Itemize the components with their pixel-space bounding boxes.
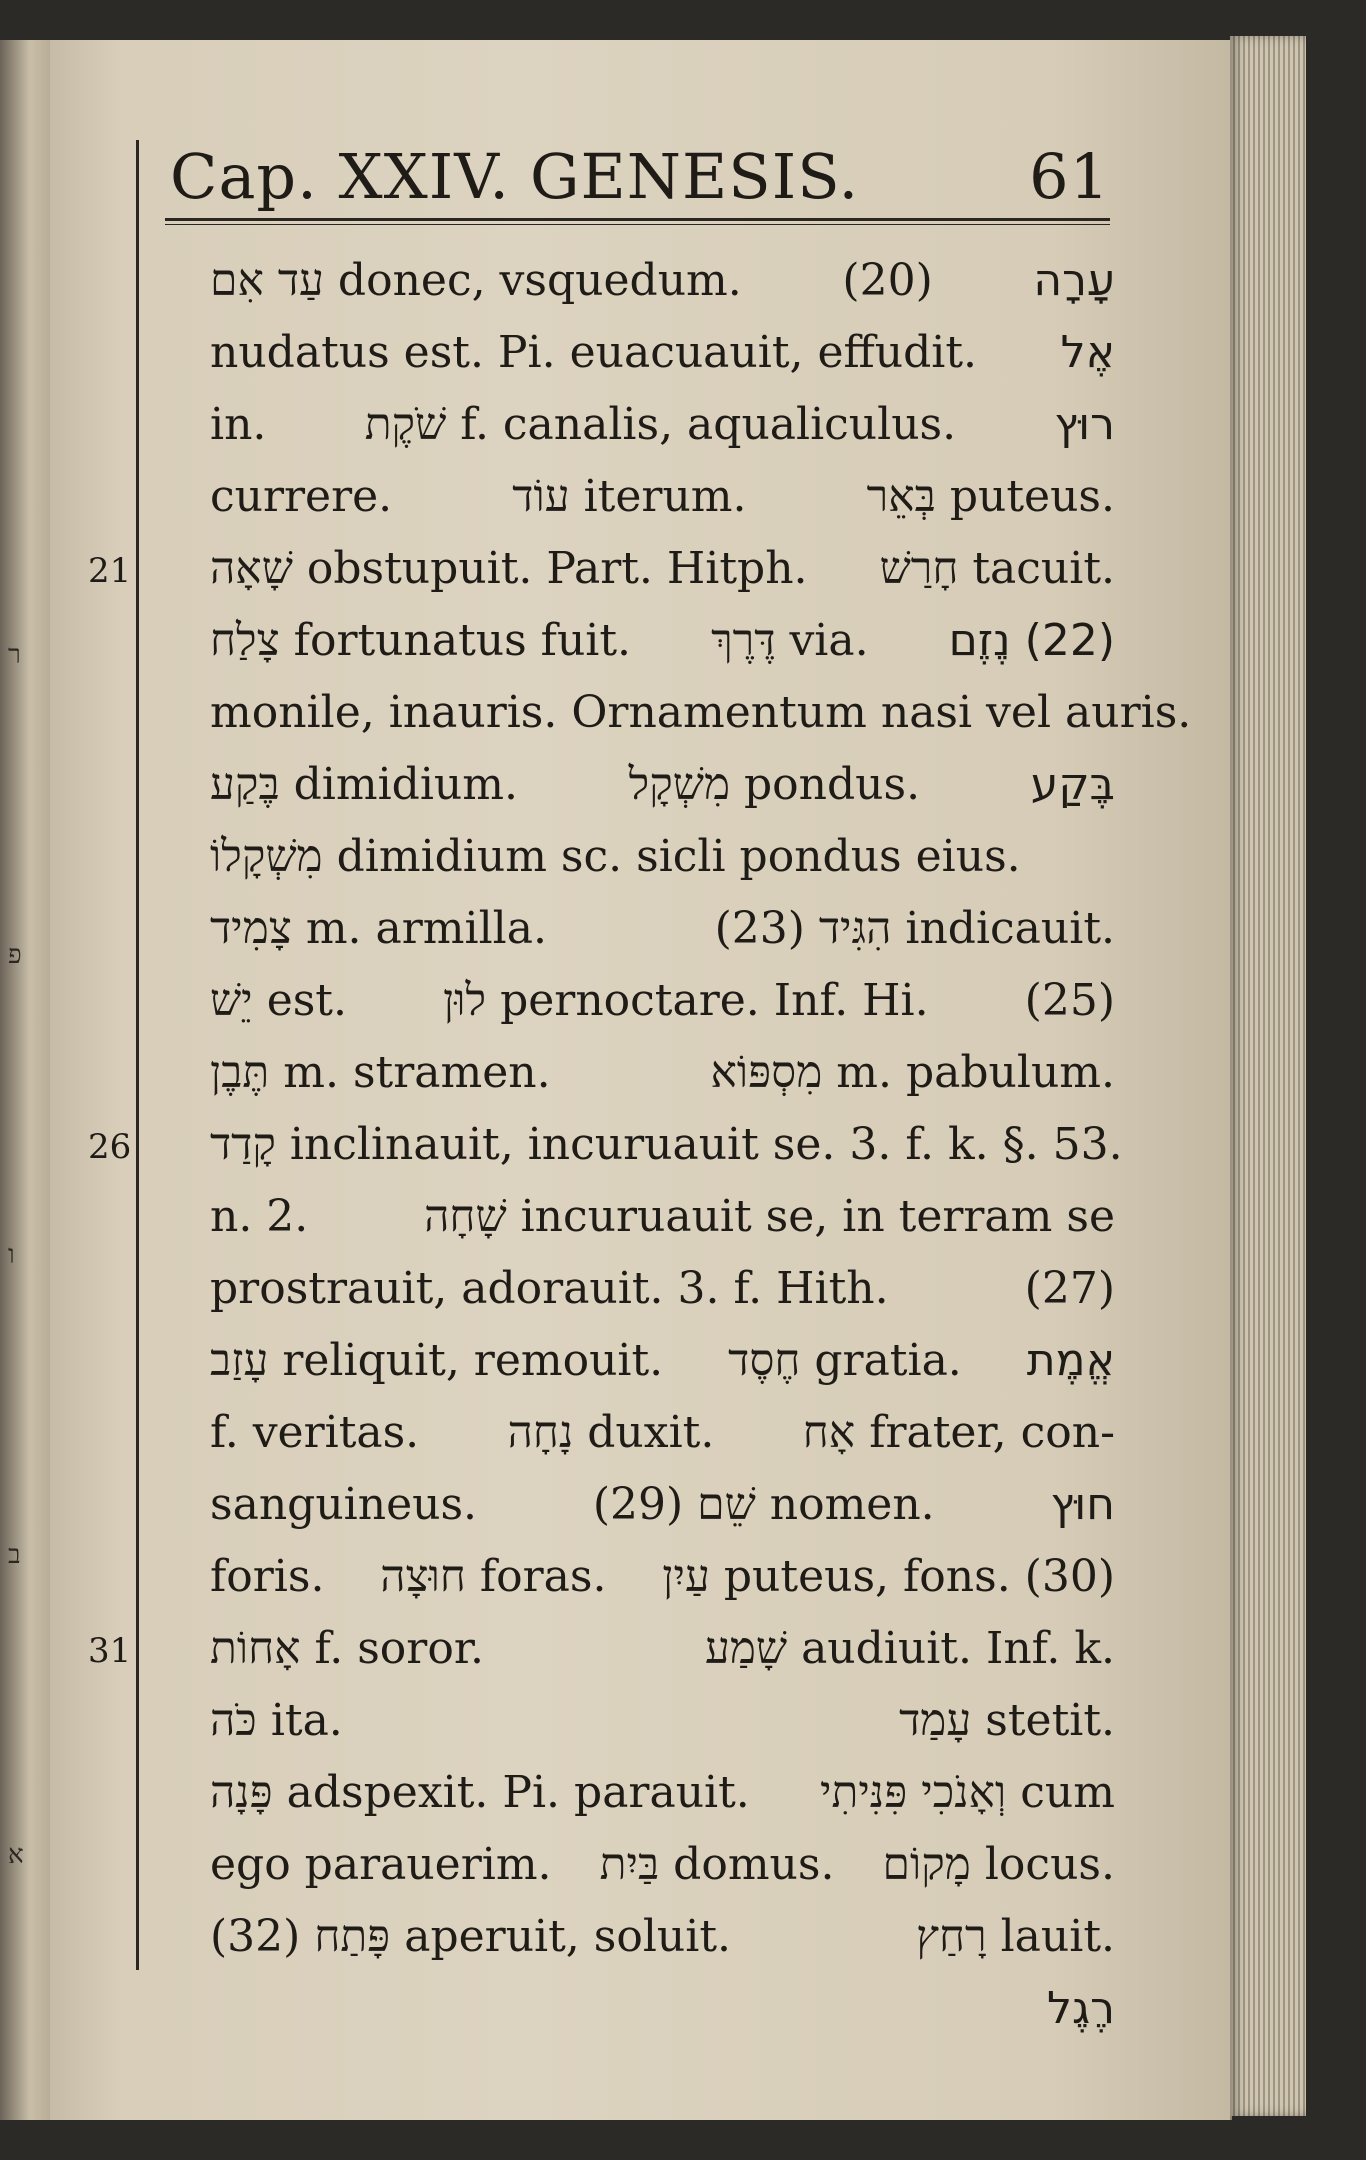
text-segment: בַּיִת domus.: [599, 1839, 835, 1890]
text-line: [210, 605, 1115, 677]
text-segment: אָח frater, con-: [802, 1407, 1115, 1458]
text-segment: nudatus est. Pi. euacuauit, effudit.: [210, 327, 978, 378]
text-segment: (27): [1024, 1263, 1115, 1314]
text-segment: מִסְפּוֹא m. pabulum.: [710, 1047, 1115, 1098]
text-segment: שָׁמַע audiuit. Inf. k.: [704, 1623, 1115, 1674]
text-segment: בְּאֵר puteus.: [866, 471, 1115, 522]
text-line: [210, 389, 1115, 461]
text-segment: sanguineus.: [210, 1479, 478, 1530]
text-segment: דֶּרֶךְ via.: [711, 615, 869, 666]
text-segment: n. 2.: [210, 1191, 309, 1242]
page-edges: [1230, 36, 1306, 2116]
text-segment: אָחוֹת f. soror.: [210, 1623, 485, 1674]
text-line: [210, 317, 1115, 389]
hebrew-word: חוּץ: [1050, 1479, 1115, 1530]
text-segment: in.: [210, 399, 267, 450]
text-segment: רָחַץ lauit.: [916, 1911, 1115, 1962]
text-segment: (32) פָּתַח aperuit, soluit.: [210, 1911, 731, 1962]
text-segment: מִשְׁקָל pondus.: [628, 759, 921, 810]
text-segment: עָמַד stetit.: [899, 1695, 1115, 1746]
chapter-label: Cap. XXIV.: [170, 140, 510, 213]
verse-number: 26: [88, 1127, 132, 1167]
text-line: [210, 677, 1192, 749]
text-line: [210, 1037, 1115, 1109]
text-line: [210, 1325, 1115, 1397]
text-line: [210, 245, 1115, 317]
margin-rule: [136, 140, 139, 1970]
text-segment: (23) הִגִּיד indicauit.: [714, 903, 1115, 954]
text-segment: עָזַב reliquit, remouit.: [210, 1335, 664, 1386]
text-line: [210, 1973, 1115, 2045]
text-segment: צָמִיד m. armilla.: [210, 903, 547, 954]
text-body: [210, 245, 1192, 2045]
text-segment: יֵשׁ est.: [210, 975, 347, 1026]
text-line: [210, 1613, 1115, 1685]
margin-mark: ו: [8, 1240, 15, 1270]
margin-mark: א: [8, 1840, 24, 1870]
hebrew-word: עָרָה: [1033, 255, 1115, 306]
text-segment: ego parauerim.: [210, 1839, 552, 1890]
text-line: [210, 1109, 1123, 1181]
text-segment: חָרַשׁ tacuit.: [879, 543, 1115, 594]
text-segment: לוּן pernoctare. Inf. Hi.: [443, 975, 929, 1026]
text-line: [210, 1829, 1115, 1901]
text-segment: foris.: [210, 1551, 325, 1602]
text-line: [210, 1469, 1115, 1541]
text-segment: נָחָה duxit.: [507, 1407, 715, 1458]
text-line: [210, 965, 1115, 1037]
text-segment: מָקוֹם locus.: [882, 1839, 1115, 1890]
hebrew-word: רֶגֶל: [1047, 1983, 1115, 2034]
text-segment: currere.: [210, 471, 393, 522]
text-segment: (20): [842, 255, 933, 306]
text-segment: שֹׁקֶת f. canalis, aqualiculus.: [364, 399, 957, 450]
text-segment: מִשְׁקָלוֹ dimidium sc. sicli pondus eius.: [210, 831, 1021, 882]
text-segment: (25): [1024, 975, 1115, 1026]
text-line: [210, 1541, 1115, 1613]
text-segment: עוֹד iterum.: [512, 471, 747, 522]
hebrew-word: בֶּקַע: [1030, 759, 1115, 810]
text-line: [210, 1757, 1115, 1829]
verse-number: 31: [88, 1631, 132, 1671]
hebrew-word: אֶל: [1060, 327, 1115, 378]
text-segment: prostrauit, adorauit. 3. f. Hith.: [210, 1263, 889, 1314]
margin-mark: ר: [8, 640, 21, 670]
margin-mark: פ: [8, 940, 22, 970]
text-line: [210, 1901, 1115, 1973]
text-line: [210, 1685, 1115, 1757]
text-line: [210, 821, 1115, 893]
text-segment: וְאָנֹכִי פִּנִּיתִי cum: [820, 1767, 1115, 1818]
text-segment: monile, inauris. Ornamentum nasi vel auris.: [210, 687, 1192, 738]
text-segment: פָּנָה adspexit. Pi. parauit.: [210, 1767, 750, 1818]
text-segment: שָׁאָה obstupuit. Part. Hitph.: [210, 543, 808, 594]
text-segment: בֶּקַע dimidium.: [210, 759, 518, 810]
text-segment: f. veritas.: [210, 1407, 420, 1458]
text-line: [210, 749, 1115, 821]
text-segment: עַד אִם donec, vsquedum.: [210, 255, 742, 306]
hebrew-word: (22) נֶזֶם: [948, 615, 1115, 666]
text-line: [210, 533, 1115, 605]
text-segment: צָלַח fortunatus fuit.: [210, 615, 632, 666]
text-segment: שָׁחָה incuruauit se, in terram se: [424, 1191, 1115, 1242]
text-segment: כֹּה ita.: [210, 1695, 343, 1746]
page-number: 61: [1029, 140, 1110, 213]
text-segment: חֶסֶד gratia.: [728, 1335, 962, 1386]
facing-page-marks: [8, 40, 48, 2120]
text-line: [210, 461, 1115, 533]
margin-mark: ב: [8, 1540, 21, 1570]
hebrew-word: אֱמֶת: [1026, 1335, 1115, 1386]
text-line: [210, 1397, 1115, 1469]
text-segment: עַיִן puteus, fons. (30): [662, 1551, 1115, 1602]
text-segment: תֶּבֶן m. stramen.: [210, 1047, 551, 1098]
text-segment: קָדַד inclinauit, incuruauit se. 3. f. k. §. 53.: [210, 1119, 1123, 1170]
running-header: [170, 140, 1110, 220]
book-title: GENESIS.: [530, 140, 860, 213]
facing-page-edge: [0, 40, 50, 2120]
text-segment: חוּצָה foras.: [380, 1551, 607, 1602]
header-rule-thin: [165, 224, 1110, 225]
hebrew-word: רוּץ: [1054, 399, 1115, 450]
text-segment: (29) שֵׁם nomen.: [592, 1479, 935, 1530]
text-line: [210, 1181, 1115, 1253]
verse-number: 21: [88, 551, 132, 591]
header-rule: [165, 218, 1110, 221]
text-line: [210, 1253, 1115, 1325]
text-line: [210, 893, 1115, 965]
